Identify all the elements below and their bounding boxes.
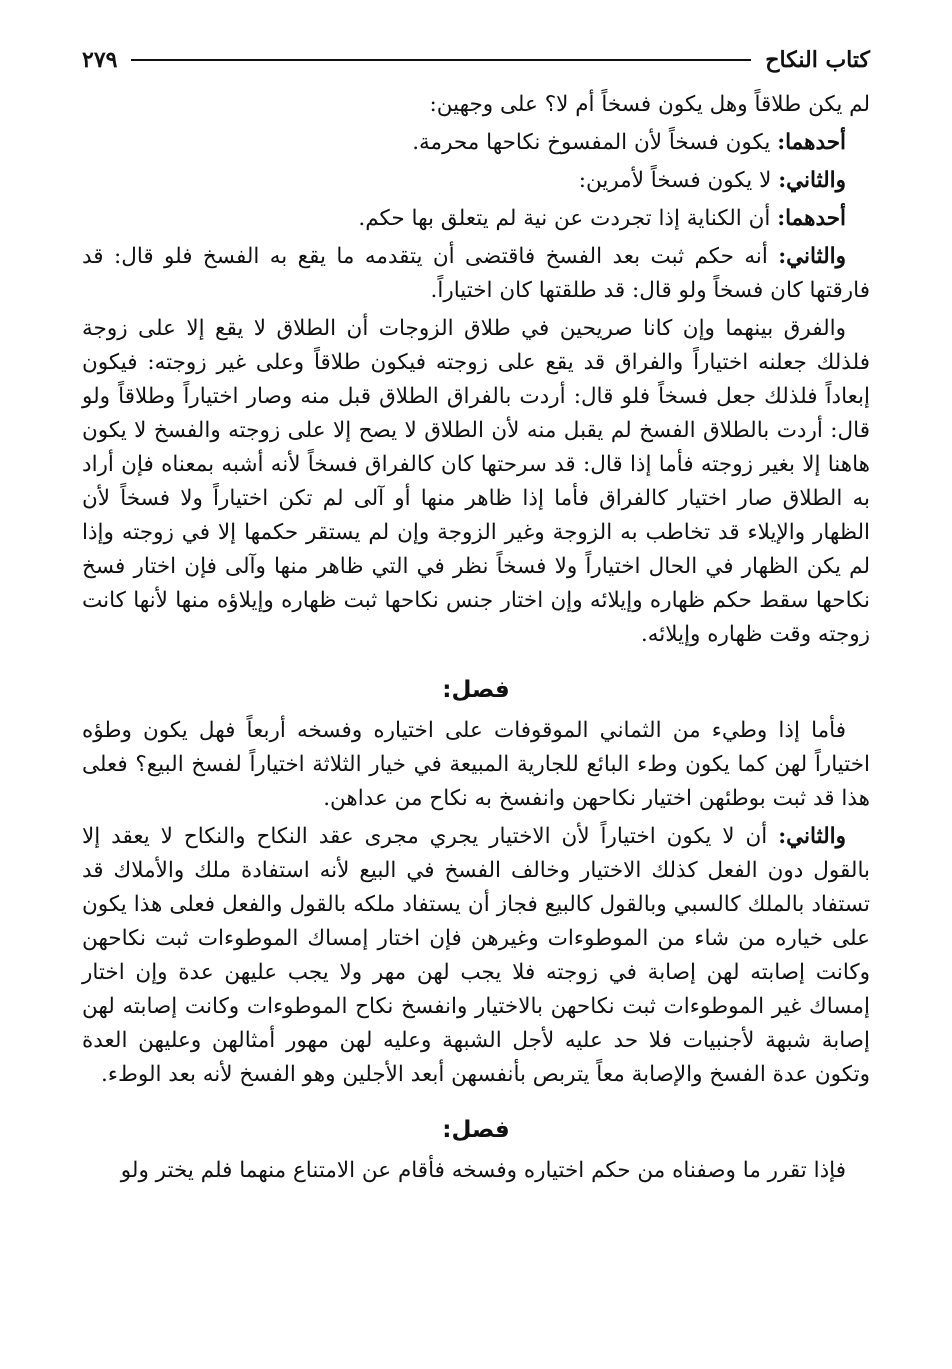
section-heading: فصل: [442,677,510,703]
paragraph: والثاني: أنه حكم ثبت بعد الفسخ فاقتضى أن يتقدمه ما يقع به الفسخ فلو قال: قد فارقتها كان فسخاً ولو قال: قد طلقتها كان اختياراً. [82,244,870,303]
paragraph: والثاني: أن لا يكون اختياراً لأن الاختيار يجري مجرى عقد النكاح والنكاح لا يعقد إلا بالقول دون الفعل كذلك الاختيار وخالف الفسخ في البيع لأنه استفادة ملك والأملاك قد تستفاد بالملك كالسبي وبالقول كالبيع فجاز أن يستفاد ملكه بالقول والفعل فعلى هذا يكون على خياره من شاء من الموطوءات وغيرهن فإن اختار إمساك الموطوءات ثبت نكاحهن وكانت إصابته لهن إصابة في زوجته فلا يجب لهن مهر ولا يجب عليهن عدة وإن اختار إمساك غير الموطوءات ثبت نكاحهن بالاختيار وانفسخ نكاح الموطوءات وكانت إصابته لهن إصابة شبهة لأجنبيات فلا حد عليه لأجل الشبهة وعليه لهن مهور أمثالهن وعليهن العدة وتكون عدة الفسخ والإصابة معاً يتربص بأنفسهن أبعد الأجلين وهو الفسخ لأنه بعد الوطء. [82,824,870,1087]
paragraph: لم يكن طلاقاً وهل يكون فسخاً أم لا؟ على وجهين: [429,92,870,117]
paragraph: فإذا تقرر ما وصفناه من حكم اختياره وفسخه فأقام عن الامتناع منهما فلم يختر ولو [120,1158,846,1183]
paragraph: أحدهما: أن الكناية إذا تجردت عن نية لم يتعلق بها حكم. [358,206,846,231]
page-number: ٢٧٩ [82,47,118,73]
paragraph-label: والثاني: [778,824,846,849]
section-heading: فصل: [442,1117,510,1143]
paragraph-label: والثاني: [778,168,846,193]
paragraph: فأما إذا وطيء من الثماني الموقوفات على اختياره وفسخه أربعاً فهل يكون وطؤه اختياراً لهن كما يكون وطء البائع للجارية المبيعة في خيار الثلاثة اختياراً لفسخ البيع؟ فعلى هذا قد ثبت بوطئهن اختيار نكاحهن وانفسخ به نكاح من عداهن. [82,718,870,811]
paragraph-label: أحدهما: [777,206,846,231]
paragraph-label: أحدهما: [777,130,846,155]
paragraph: أحدهما: يكون فسخاً لأن المفسوخ نكاحها محرمة. [412,130,846,155]
paragraph-label: والثاني: [778,244,846,269]
header-rule [131,59,751,61]
page-header [82,40,870,80]
paragraph: والثاني: لا يكون فسخاً لأمرين: [578,168,846,193]
book-title: كتاب النكاح [765,47,870,73]
body-text [82,88,870,1188]
paragraph: والفرق بينهما وإن كانا صريحين في طلاق الزوجات أن الطلاق لا يقع إلا على زوجة فلذلك جعلنه اختياراً والفراق قد يقع على زوجته فيكون طلاقاً وعلى غير زوجته: فيكون إبعاداً فلذلك جعل فسخاً فلو قال: أردت بالفراق الطلاق قبل منه وصار اختياراً وطلاقاً ولو قال: أردت بالطلاق الفسخ لم يقبل منه لأن الطلاق لا يصح إلا على زوجته والفسخ لا يكون هاهنا إلا بغير زوجته فأما إذا قال: قد سرحتها كان كالفراق فسخاً لأنه أشبه بمعناه فإن أراد به الطلاق صار اختيار كالفراق فأما إذا ظاهر منها أو آلى لم تكن اختياراً ولا فسخاً لأن الظهار والإيلاء قد تخاطب به الزوجة وغير الزوجة وإن لم يستقر حكمها إلا في زوجته وإذا لم يكن الظهار في الحال اختياراً ولا فسخاً نظر في التي ظاهر منها وآلى فإن اختار فسخ نكاحها سقط حكم ظهاره وإيلائه وإن اختار جنس نكاحها ثبت ظهاره وإيلاؤه منها لأنها كانت زوجته وقت ظهاره وإيلائه. [82,316,870,647]
